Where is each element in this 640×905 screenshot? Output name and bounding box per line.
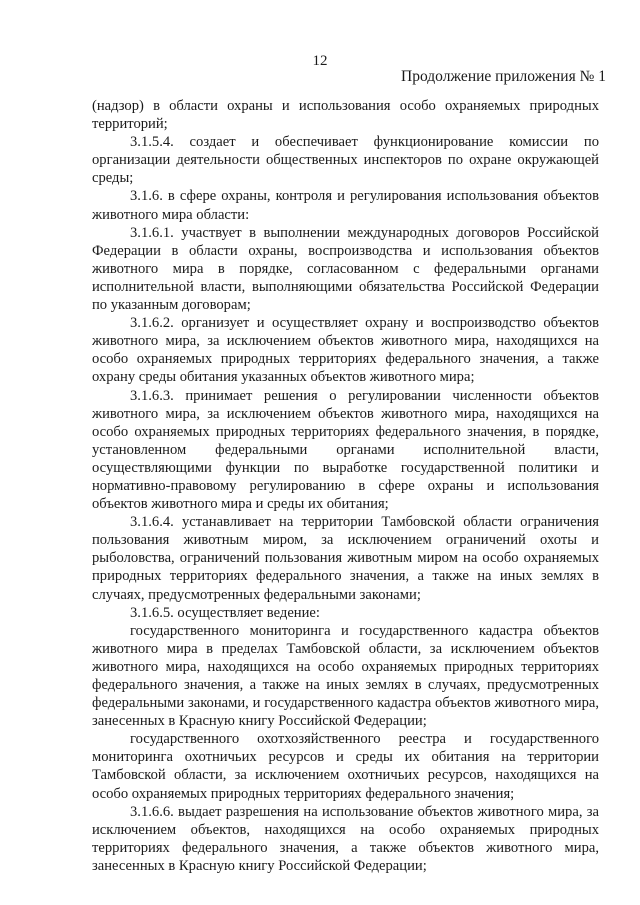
paragraph-3-1-6: 3.1.6. в сфере охраны, контроля и регулирования использования объектов животного мира области: — [92, 188, 599, 223]
paragraph-3-1-6-1: 3.1.6.1. участвует в выполнении международных договоров Российской Федерации в области охраны, воспроизводства и использования объектов животного мира в порядке, согласованном с федеральными органами исполнительной власти, выполняющими обязательства Российской Федерации по указанным договорам; — [92, 224, 599, 314]
paragraph-hunting-registry: государственного охотхозяйственного реестра и государственного мониторинга охотничьих ресурсов и среды их обитания на территории Тамбовской области, за исключением охотничьих ресурсов, находящихся на особо охраняемых природных территориях федерального значения; — [92, 731, 599, 802]
paragraph-3-1-6-4: 3.1.6.4. устанавливает на территории Тамбовской области ограничения пользования животным миром, за исключением ограничений охоты и рыболовства, ограничений пользования животным миром на особо охраняемых природных территориях федерального значения, а также на иных землях в случаях, предусмотренных федеральными законами; — [92, 514, 599, 603]
paragraph-3-1-6-2: 3.1.6.2. организует и осуществляет охрану и воспроизводство объектов животного мира, за исключением объектов животного мира, находящихся на особо охраняемых природных территориях федерального значения, а также охрану среды обитания указанных объектов животного мира; — [92, 315, 599, 386]
appendix-continuation-note: Продолжение приложения № 1 — [401, 68, 606, 85]
paragraph-3-1-6-6: 3.1.6.6. выдает разрешения на использование объектов животного мира, за исключением объектов, находящихся на особо охраняемых природных территориях федерального значения, а также объектов животного мира, занесенных в Красную книгу Российской Федерации; — [92, 803, 599, 874]
page-number: 12 — [312, 53, 328, 69]
paragraph-monitoring-cadastre: государственного мониторинга и государственного кадастра объектов животного мира в пределах Тамбовской области, за исключением объектов животного мира, находящихся на особо охраняемых природных территориях федерального значения, а также на иных землях в случаях, предусмотренных федеральными законами, и государственного кадастра объектов животного мира, занесенных в Красную книгу Российской Федерации; — [92, 622, 599, 730]
paragraph-continuation: (надзор) в области охраны и использования особо охраняемых природных территорий; — [92, 98, 599, 133]
paragraph-3-1-6-3: 3.1.6.3. принимает решения о регулировании численности объектов животного мира, за исключением объектов животного мира, находящихся на особо охраняемых природных территориях федерального значения, в порядке, установленном федеральными органами исполнительной власти, осуществляющими функции по выработке государственной политики и нормативно-правовому регулированию в сфере охраны и использования объектов животного мира и среды их обитания; — [92, 387, 599, 513]
paragraph-3-1-5-4: 3.1.5.4. создает и обеспечивает функционирование комиссии по организации деятельности общественных инспекторов по охране окружающей среды; — [92, 134, 599, 187]
document-body — [92, 97, 599, 875]
paragraph-3-1-6-5: 3.1.6.5. осуществляет ведение: — [130, 604, 320, 621]
